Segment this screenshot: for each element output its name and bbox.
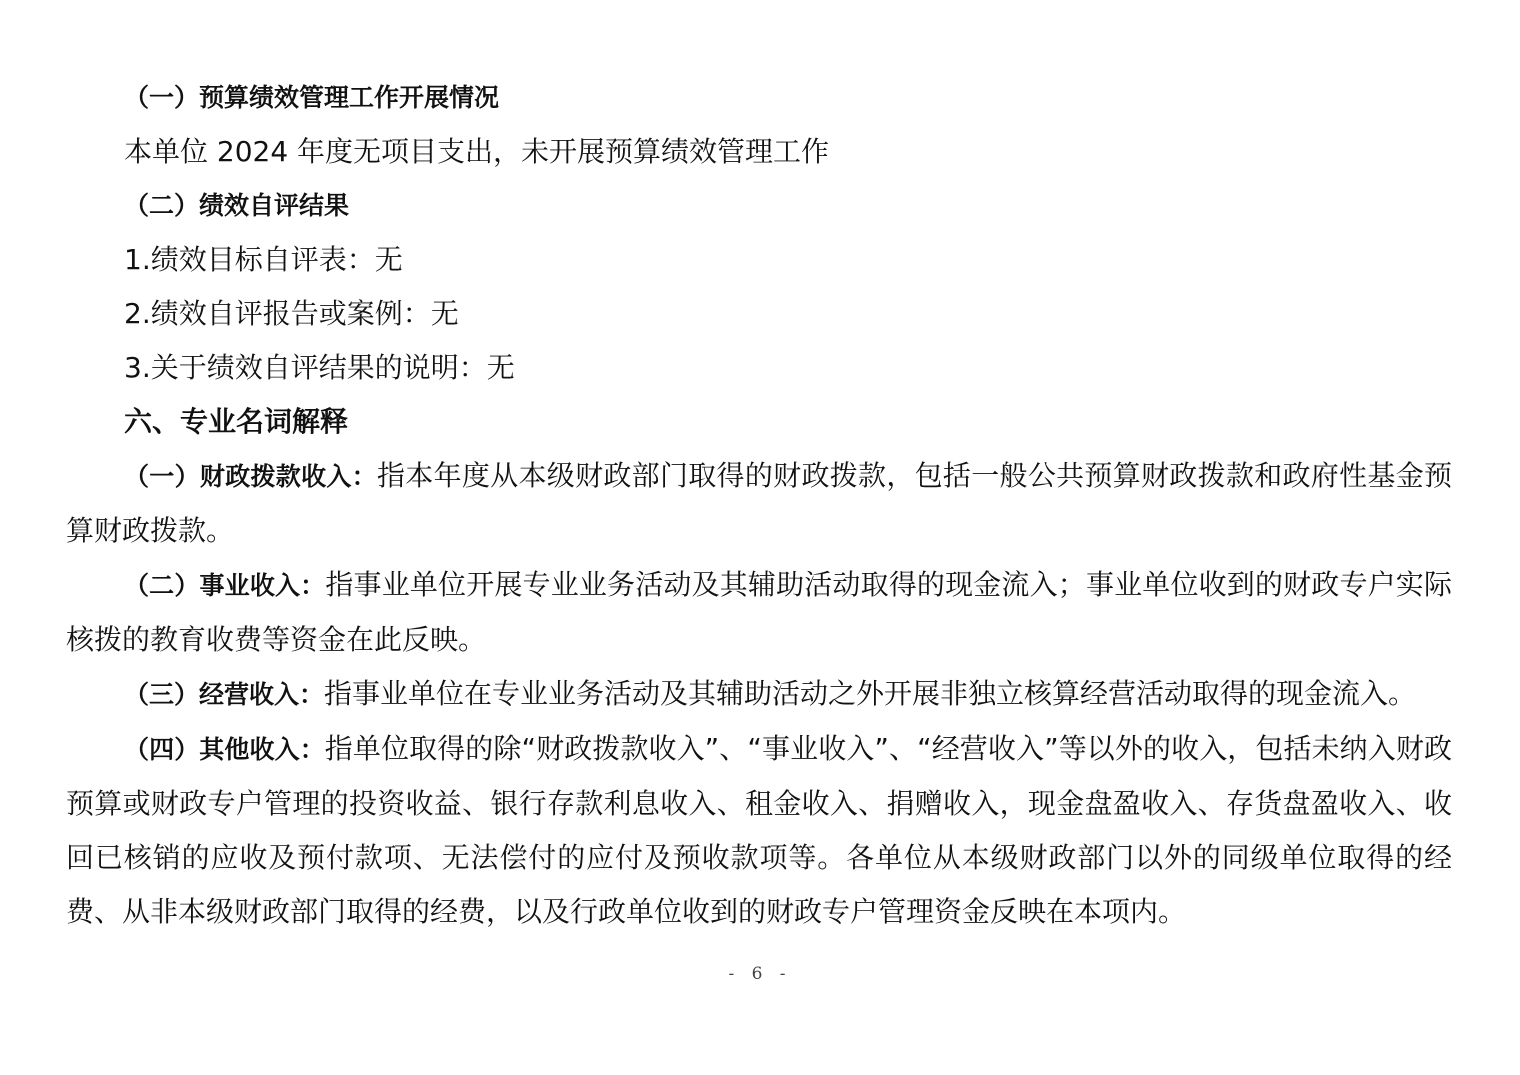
- term-definition: 指本年度从本级财政部门取得的财政拨款，包括一般公共预算财政拨款和政府性基金预算财政拨款。: [66, 459, 1452, 547]
- section-heading-terminology: 六、专业名词解释: [124, 405, 349, 438]
- term-definition: 指事业单位在专业业务活动及其辅助活动之外开展非独立核算经营活动取得的现金流入。: [324, 677, 1417, 710]
- list-item-evaluation-report: 2.绩效自评报告或案例：无: [124, 297, 459, 330]
- subsection-heading-self-evaluation: （二）绩效自评结果: [124, 191, 350, 220]
- term-paragraph: [66, 449, 1452, 558]
- page-number: - 6 -: [728, 964, 792, 984]
- term-definition: 指事业单位开展专业业务活动及其辅助活动取得的现金流入；事业单位收到的财政专户实际核拨的教育收费等资金在此反映。: [66, 568, 1452, 656]
- term-definition: 指单位取得的除“财政拨款收入”、“事业收入”、“经营收入”等以外的收入，包括未纳入财政预算或财政专户管理的投资收益、银行存款利息收入、租金收入、捐赠收入，现金盘盈收入、存货盘盈收入、收回已核销的应收及预付款项、无法偿付的应付及预收款项等。各单位从本级财政部门以外的同级单位取得的经费、从非本级财政部门取得的经费，以及行政单位收到的财政专户管理资金反映在本项内。: [66, 732, 1452, 928]
- subsection-heading-budget-performance: （一）预算绩效管理工作开展情况: [124, 83, 500, 112]
- list-item-evaluation-table: 1.绩效目标自评表：无: [124, 243, 403, 276]
- term-label: （三）经营收入：: [124, 680, 325, 709]
- term-label: （四）其他收入：: [124, 735, 325, 764]
- term-paragraph: [66, 722, 1452, 939]
- term-paragraph: [66, 558, 1452, 667]
- term-label: （二）事业收入：: [124, 571, 326, 600]
- paragraph-no-project-expenditure: 本单位 2024 年度无项目支出，未开展预算绩效管理工作: [124, 135, 830, 168]
- terminology-list: [66, 449, 1452, 939]
- term-label: （一）财政拨款收入：: [124, 462, 377, 491]
- list-item-evaluation-explanation: 3.关于绩效自评结果的说明：无: [124, 351, 515, 384]
- term-paragraph: [66, 667, 1452, 722]
